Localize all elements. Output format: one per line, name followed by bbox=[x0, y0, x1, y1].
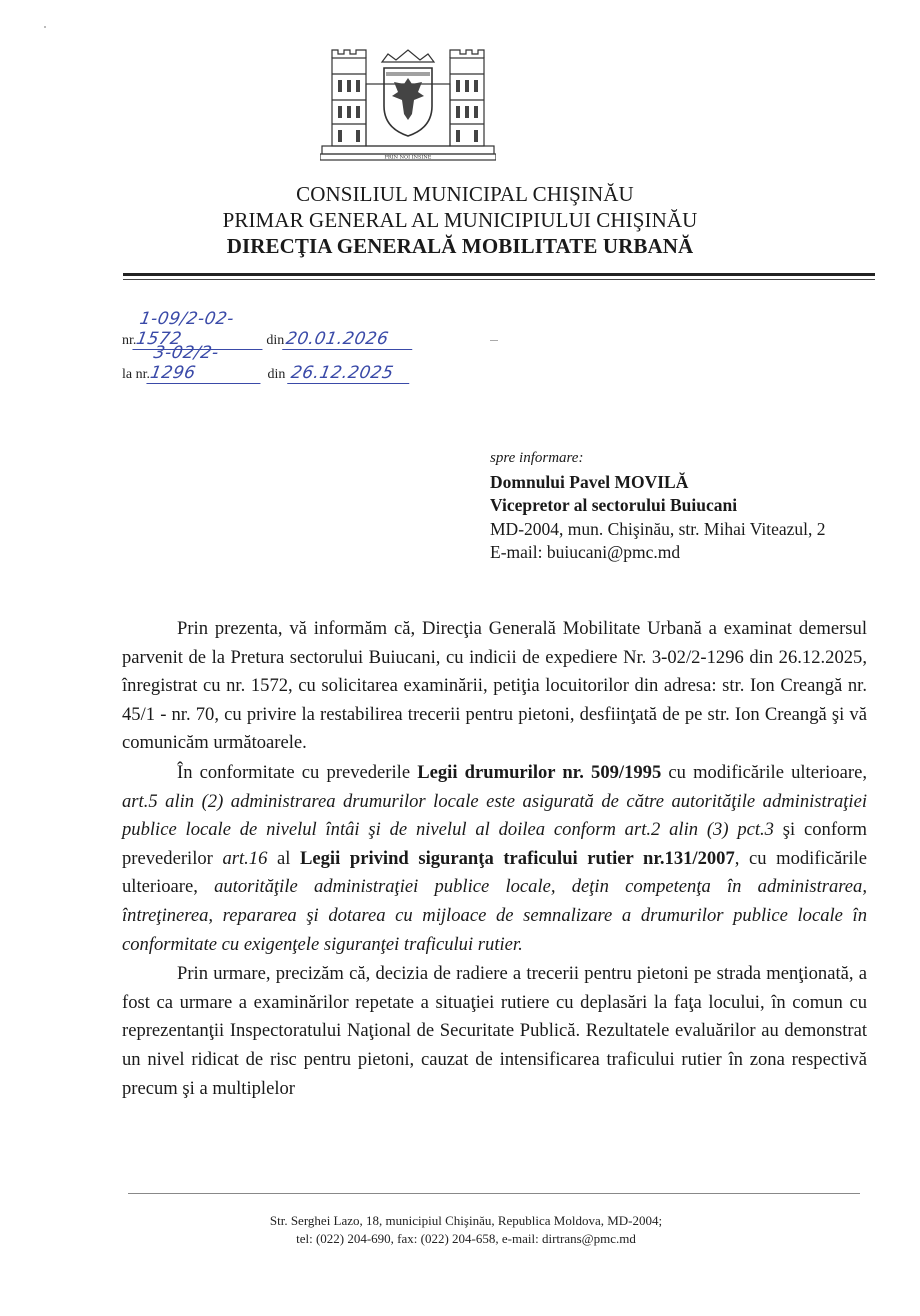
addressee-name: Domnului Pavel MOVILĂ bbox=[490, 471, 689, 492]
margin-mark bbox=[490, 340, 498, 341]
header-mayor: PRIMAR GENERAL AL MUNICIPIULUI CHIŞINĂU bbox=[222, 208, 698, 232]
addressee-email: E-mail: buiucani@pmc.md bbox=[490, 542, 681, 562]
addressee-address: MD-2004, mun. Chişinău, str. Mihai Viteazul, 2 bbox=[490, 518, 826, 539]
header-council: CONSILIUL MUNICIPAL CHIŞINĂU bbox=[296, 182, 634, 206]
addressee-block bbox=[490, 447, 825, 565]
paragraph-1: Prin prezenta, vă informăm că, Direcţia Generală Mobilitate Urbană a examinat demersul parvenit de la Pretura sectorului Buiucani, cu indicii de expediere Nr. 3-02/2-1296 din 26.12.2025, înregistrat cu nr. 1572, cu solicitarea examinării, petiţia locuitorilor din adresa: str. Ion Creangă nr. 45/1 - nr. 70, cu privire la restabilirea trecerii pentru pietoni, desfiinţată de pe str. Ion Creangă şi vă comunicăm următoarele. bbox=[122, 618, 867, 754]
nr-label: nr. bbox=[122, 333, 137, 348]
scan-speck bbox=[44, 26, 46, 28]
header-divider-thick bbox=[123, 273, 875, 276]
header-divider-thin bbox=[123, 279, 875, 280]
paragraph-3: Prin urmare, precizăm că, decizia de radiere a trecerii pentru pietoni pe strada menţionată, a fost ca urmare a examinărilor repetate a situaţiei rutiere cu deplasări la faţa locului, în comun cu reprezentanţii Inspectoratului Naţional de Securitate Publică. Rezultatele evaluărilor au demonstrat un nivel ridicat de risc pentru pietoni, cauzat de intensificarea traficului rutier în zona respectivă precum şi a multiplelor bbox=[122, 963, 867, 1099]
nr-value: 1-09/2-02-1572 bbox=[133, 309, 270, 350]
footer-address: Str. Serghei Lazo, 18, municipiul Chişinău, Republica Moldova, MD-2004; bbox=[269, 1213, 663, 1228]
din-value: 20.01.2026 bbox=[282, 329, 416, 350]
header-directorate: DIRECŢIA GENERALĂ MOBILITATE URBANĂ bbox=[226, 234, 694, 258]
incoming-reference bbox=[122, 343, 411, 384]
la-nr-value: 3-02/2-1296 bbox=[146, 343, 267, 384]
footer-contacts: tel: (022) 204-690, fax: (022) 204-658, e-mail: dirtrans@pmc.md bbox=[296, 1231, 636, 1246]
din2-value: 26.12.2025 bbox=[287, 363, 413, 384]
footer-divider bbox=[128, 1193, 860, 1194]
addressee-title: Vicepretor al sectorului Buiucani bbox=[490, 495, 738, 515]
chisinau-coat-of-arms-icon bbox=[320, 44, 496, 164]
din-label: din bbox=[266, 333, 285, 348]
addressee-note: spre informare: bbox=[490, 450, 584, 466]
crest-motto: PRIN NOI INSINE bbox=[384, 154, 432, 161]
paragraph-2: În conformitate cu prevederile Legii drumurilor nr. 509/1995 cu modificările ulterioare, art.5 alin (2) administrarea drumurilor locale este asigurată de către autorităţile administraţiei publice locale de nivelul întâi şi de nivelul al doilea conform art.2 alin (3) pct.3 şi conform prevederilor art.16 al Legii privind siguranţa traficului rutier nr.131/2007, cu modificările ulterioare, autorităţile administraţiei publice locale, deţin competenţa în administrarea, întreţinerea, repararea şi dotarea cu mijloace de semnalizare a drumurilor publice locale în conformitate cu exigenţele siguranţei traficului rutier. bbox=[122, 761, 868, 955]
la-nr-label: la nr. bbox=[122, 367, 150, 382]
letter-body bbox=[122, 615, 867, 1103]
din2-label: din bbox=[267, 367, 286, 382]
